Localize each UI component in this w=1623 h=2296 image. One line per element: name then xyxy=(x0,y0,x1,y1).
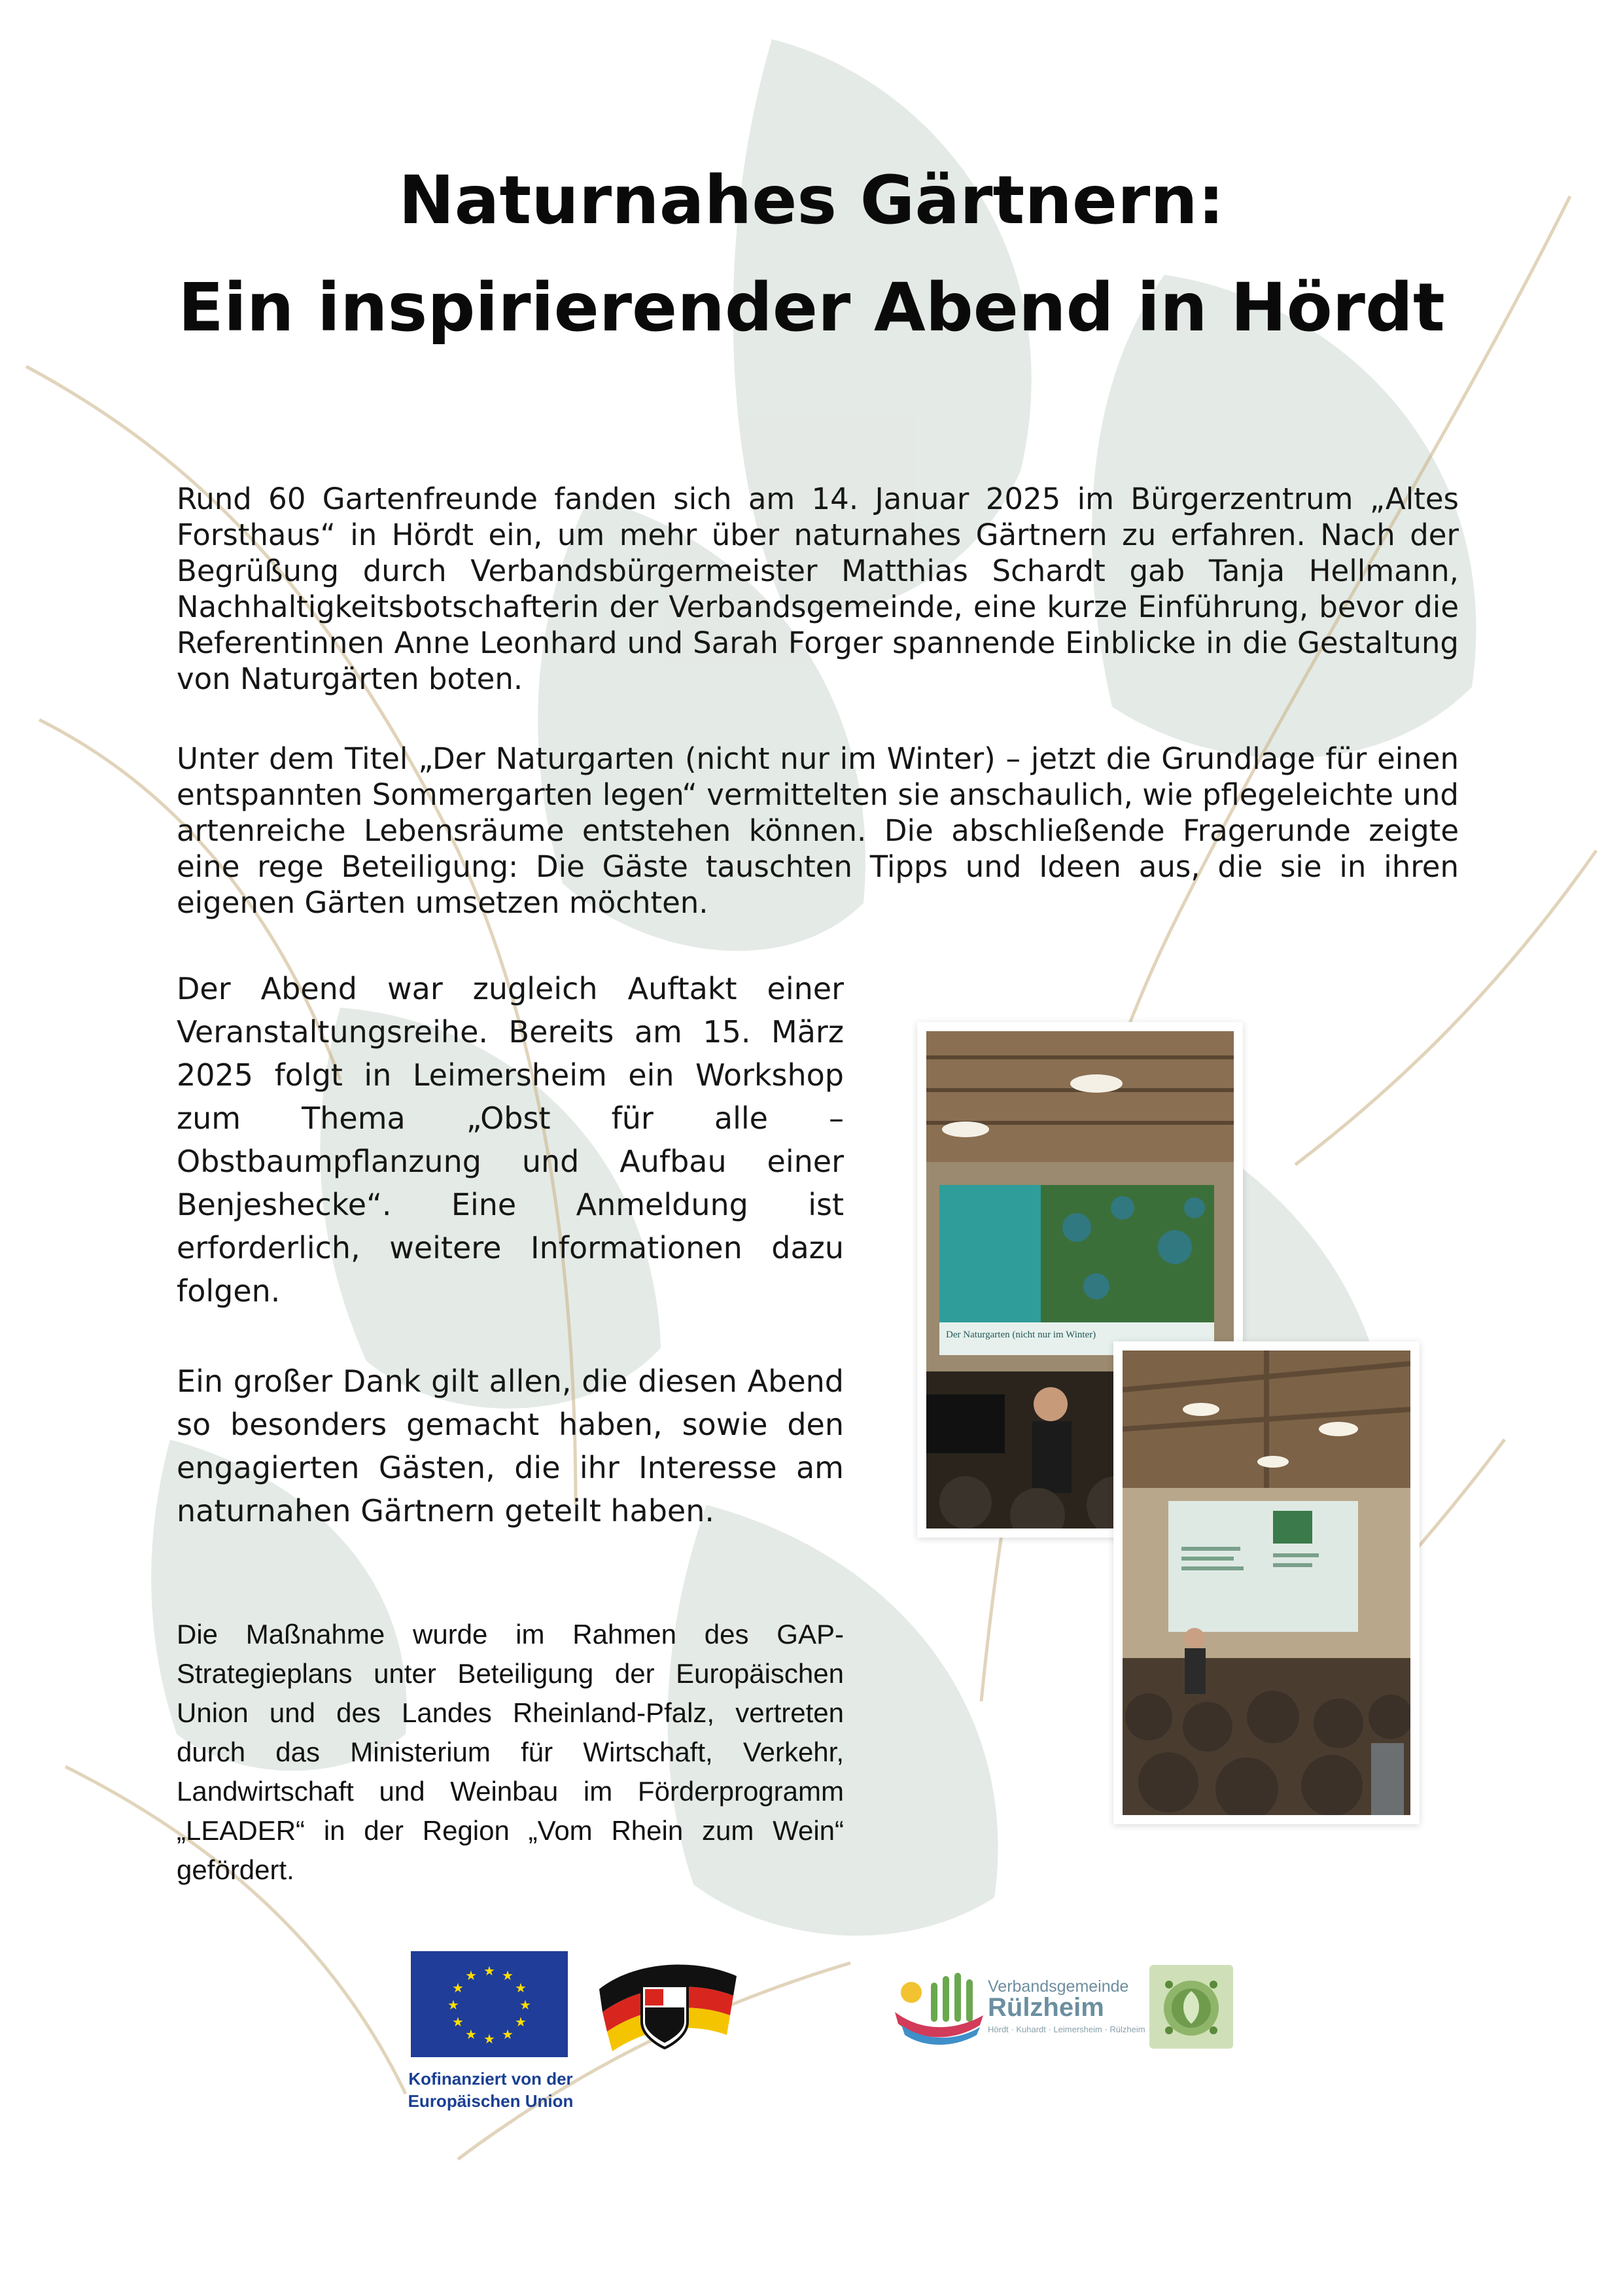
svg-text:★: ★ xyxy=(502,2026,514,2042)
eu-flag-logo xyxy=(411,1951,568,2057)
svg-text:★: ★ xyxy=(465,1968,477,1983)
svg-text:★: ★ xyxy=(483,2031,495,2047)
svg-text:★: ★ xyxy=(519,1997,531,2013)
eu-cofunding-caption xyxy=(386,2068,595,2112)
svg-text:★: ★ xyxy=(452,2014,464,2030)
funding-note: Die Maßnahme wurde im Rahmen des GAP-Strategieplans unter Beteiligung der Europäischen Union und des Landes Rheinland-Pfalz, vertreten durch das Ministerium für Wirtschaft, Verkehr, Landwirtschaft und Weinbau im Förderprogramm „LEADER“ in der Region „Vom Rhein zum Wein“ gefördert. xyxy=(177,1619,844,1885)
article-paragraph-1: Rund 60 Gartenfreunde fanden sich am 14. Januar 2025 im Bürgerzentrum „Altes Forsthaus“ in Hördt ein, um mehr über naturnahes Gärtnern zu erfahren. Nach der Begrüßung durch Verbandsbürgermeister Matthias Schardt gab Tanja Hellmann, Nachhaltigkeitsbotschafterin der Verbandsgemeinde, eine kurze Einführung, bevor die Referentinnen Anne Leonhard und Sarah Forger spannende Einblicke in die Gestaltung von Naturgärten boten. xyxy=(177,482,1459,696)
rheinland-pfalz-logo xyxy=(593,1950,743,2061)
event-photo-audience xyxy=(1113,1341,1420,1824)
svg-text:★: ★ xyxy=(515,1980,527,1996)
slide-title-text: Der Naturgarten (nicht nur im Winter) xyxy=(946,1330,1096,1340)
title-line-2: Ein inspirierender Abend in Hördt xyxy=(178,269,1445,347)
article-paragraph-4: Ein großer Dank gilt allen, die diesen Abend so besonders gemacht haben, sowie den engagierten Gästen, die ihr Interesse am naturnahen Gärtnern geteilt haben. xyxy=(177,1364,844,1528)
svg-text:★: ★ xyxy=(452,1980,464,1996)
vg-subline: Hördt · Kuhardt · Leimersheim · Rülzheim xyxy=(988,2024,1145,2034)
svg-text:★: ★ xyxy=(483,1963,495,1979)
sustainability-logo xyxy=(1149,1965,1233,2049)
svg-text:★: ★ xyxy=(447,1997,459,2013)
svg-text:★: ★ xyxy=(502,1968,514,1983)
eu-caption-line-1: Kofinanziert von der xyxy=(408,2069,573,2089)
article-paragraph-2: Unter dem Titel „Der Naturgarten (nicht nur im Winter) – jetzt die Grundlage für einen entspannten Sommergarten legen“ vermittelten sie anschaulich, wie pflegeleichte und artenreiche Lebensräume entstehen können. Die abschließende Fragerunde zeigte eine rege Beteiligung: Die Gäste tauschten Tipps und Ideen aus, die sie in ihren eigenen Gärten umsetzen möchten. xyxy=(177,741,1459,920)
vg-name: Rülzheim xyxy=(988,1993,1104,2022)
vg-label: Verbandsgemeinde xyxy=(988,1977,1129,1996)
page-title xyxy=(0,147,1623,362)
title-line-1: Naturnahes Gärtnern: xyxy=(398,162,1225,239)
svg-text:★: ★ xyxy=(515,2014,527,2030)
svg-text:★: ★ xyxy=(465,2026,477,2042)
article-paragraph-3: Der Abend war zugleich Auftakt einer Veranstaltungsreihe. Bereits am 15. März 2025 folgt in Leimersheim ein Workshop zum Thema „Obst für alle – Obstbaumpflanzung und Aufbau einer Benjeshecke“. Eine Anmeldung ist erforderlich, weitere Informationen dazu folgen. xyxy=(177,971,844,1309)
eu-caption-line-2: Europäischen Union xyxy=(408,2091,574,2111)
